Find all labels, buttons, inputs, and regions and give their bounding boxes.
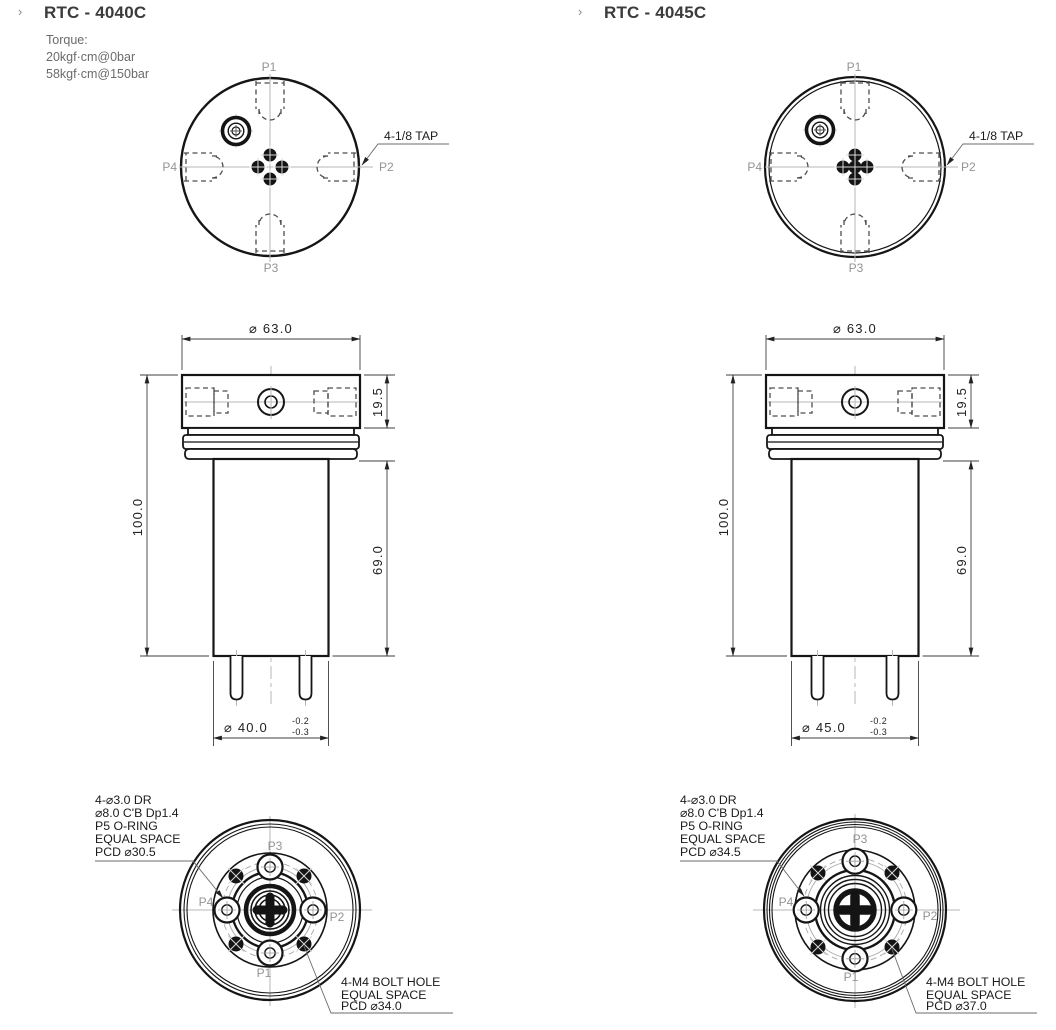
top-view: [162, 60, 449, 275]
port-label-p4: P4: [747, 160, 762, 174]
bolt-note-line2: EQUAL SPACE: [341, 988, 427, 1002]
cylinder-body: [214, 459, 329, 656]
tap-note: 4-1/8 TAP: [384, 129, 439, 143]
product-4045c: [578, 3, 1037, 1013]
pin-left: [231, 656, 243, 700]
tap-leader-line: [362, 144, 449, 165]
orifice-leader-line: [680, 861, 804, 896]
orifice-note-line2: ⌀8.0 C'B Dp1.4: [95, 806, 179, 820]
orifice-note-line1: 4-⌀3.0 DR: [680, 793, 737, 807]
orifice-leader-line: [95, 861, 223, 898]
neck-ring-1: [188, 428, 354, 435]
neck-ring-3: [185, 449, 357, 459]
pin-left: [812, 656, 824, 700]
bolt-note-line2: EQUAL SPACE: [926, 988, 1012, 1002]
orifice-note-line5: PCD ⌀30.5: [95, 845, 156, 859]
port-label-p2: P2: [961, 160, 976, 174]
dim-body-height: 69.0: [370, 544, 385, 576]
port-label-p2: P2: [922, 909, 938, 923]
center-screw-cross: [257, 897, 283, 923]
bolt-note-line1: 4-M4 BOLT HOLE: [926, 975, 1026, 989]
torque-value-150bar: 58kgf·cm@150bar: [46, 67, 150, 81]
orifice-note-line2: ⌀8.0 C'B Dp1.4: [680, 806, 764, 820]
chevron-icon: ›: [578, 4, 583, 19]
dim-head-height: 19.5: [370, 386, 385, 418]
dim-ext-top-dia: [182, 335, 360, 370]
product-title: RTC - 4040C: [44, 3, 147, 22]
port-label-p4: P4: [198, 895, 214, 909]
pin-right: [300, 656, 312, 700]
tol-lower: -0.3: [292, 727, 310, 737]
torque-label: Torque:: [46, 33, 88, 47]
tap-note: 4-1/8 TAP: [969, 129, 1024, 143]
pin-right: [887, 656, 899, 700]
orifice-note-line4: EQUAL SPACE: [680, 832, 766, 846]
port-label-p2: P2: [379, 160, 394, 174]
bottom-view: [95, 793, 453, 1013]
dim-total-height: 100.0: [716, 497, 731, 537]
dim-body-height: 69.0: [954, 544, 969, 576]
neck-ring-1: [772, 428, 938, 435]
neck-ring-3: [769, 449, 941, 459]
orifice-note-line3: P5 O-RING: [680, 819, 743, 833]
chevron-icon: ›: [18, 4, 23, 19]
cylinder-body: [792, 459, 919, 656]
orifice-note-line5: PCD ⌀34.5: [680, 845, 741, 859]
top-view: [747, 60, 1034, 275]
dim-total-height: 100.0: [130, 497, 145, 537]
product-4040c: [18, 3, 453, 1013]
port-label-p1: P1: [256, 966, 272, 980]
tol-upper: -0.2: [292, 716, 310, 726]
orifice-note-line3: P5 O-RING: [95, 819, 158, 833]
port-label-p4: P4: [162, 160, 177, 174]
dim-head-height: 19.5: [954, 386, 969, 418]
port-label-p1: P1: [846, 60, 862, 74]
port-label-p2: P2: [329, 910, 345, 924]
port-label-p3: P3: [263, 261, 279, 275]
bottom-view: [680, 793, 1037, 1013]
dim-top-dia: ⌀ 63.0: [249, 321, 293, 336]
port-label-p1: P1: [843, 970, 859, 984]
torque-value-0bar: 20kgf·cm@0bar: [46, 50, 136, 64]
bolt-note-line3: PCD ⌀34.0: [341, 999, 402, 1013]
orifice-note-line4: EQUAL SPACE: [95, 832, 181, 846]
bolt-note-line3: PCD ⌀37.0: [926, 999, 987, 1013]
port-label-p3: P3: [852, 832, 868, 846]
bolt-note-line1: 4-M4 BOLT HOLE: [341, 975, 441, 989]
side-view: [130, 321, 395, 746]
dim-bottom-dia: ⌀ 40.0: [224, 720, 268, 735]
tol-lower: -0.3: [870, 727, 888, 737]
product-title: RTC - 4045C: [604, 3, 707, 22]
dim-bottom-dia: ⌀ 45.0: [802, 720, 846, 735]
port-label-p1: P1: [261, 60, 277, 74]
orifice-note-line1: 4-⌀3.0 DR: [95, 793, 152, 807]
port-label-p4: P4: [778, 895, 794, 909]
port-label-p3: P3: [848, 261, 864, 275]
center-screw-cross: [841, 896, 869, 924]
side-view: [716, 321, 979, 746]
dim-top-dia: ⌀ 63.0: [833, 321, 877, 336]
tol-upper: -0.2: [870, 716, 888, 726]
port-label-p3: P3: [267, 839, 283, 853]
